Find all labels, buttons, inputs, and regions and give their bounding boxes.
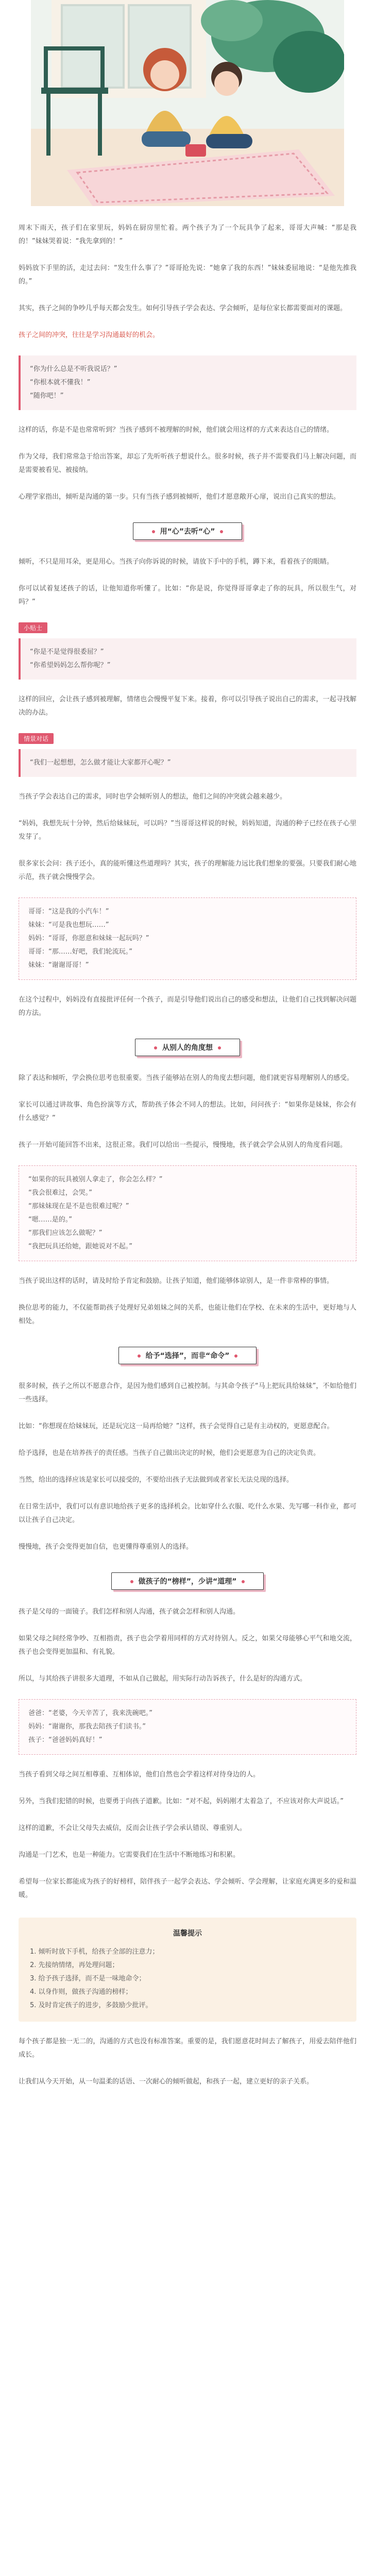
paragraph: 所以，与其给孩子讲很多大道理，不如从自己做起，用实际行动告诉孩子，什么是好的沟通方式。	[19, 1675, 307, 1683]
dot-icon	[220, 530, 223, 533]
paragraph: “妈妈，我想先玩十分钟，然后给妹妹玩，可以吗？”当哥哥这样说的时候，妈妈知道，沟通的种子已经在孩子心里发芽了。	[19, 820, 356, 841]
quote-line: “你为什么总是不听我说话？”	[30, 365, 117, 373]
paragraph: 如果父母之间经常争吵、互相指责，孩子也会学着用同样的方式对待别人。反之，如果父母能够心平气和地交流，孩子也会变得更加温和、有礼貌。	[19, 1635, 356, 1656]
paragraph: 给予选择，也是在培养孩子的责任感。当孩子自己做出决定的时候，他们会更愿意为自己的决定负责。	[19, 1449, 320, 1457]
intro-paragraph-3: 其实，孩子之间的争吵几乎每天都会发生。如何引导孩子学会表达、学会倾听，是每位家长都需要面对的课题。	[19, 304, 347, 312]
quote-line: “你根本就不懂我！”	[30, 379, 91, 386]
hero-illustration	[31, 0, 344, 206]
section-heading-3	[0, 1347, 375, 1364]
quote-block-1	[19, 355, 356, 410]
paragraph: 当孩子说出这样的话时，请及时给予肯定和鼓励。让孩子知道，他们能够体谅别人，是一件非常棒的事情。	[19, 1277, 334, 1285]
dialog-line: “嗯……是的。”	[28, 1216, 72, 1224]
dot-icon	[242, 1580, 245, 1583]
paragraph: 心理学家指出，倾听是沟通的第一步。只有当孩子感到被倾听，他们才愿意敞开心扉，说出自己真实的想法。	[19, 493, 340, 501]
paragraph: 让我们从今天开始，从一句温柔的话语、一次耐心的倾听做起，和孩子一起，建立更好的亲子关系。	[19, 2078, 314, 2086]
paragraph: 另外，当我们犯错的时候，也要勇于向孩子道歉。比如：“对不起，妈妈刚才太着急了，不应该对你大声说话。”	[19, 1798, 344, 1805]
tip-line: 3. 给予孩子选择，而不是一味地命令；	[30, 1975, 146, 1982]
dialog-block-2	[19, 1165, 356, 1261]
highlight-line: 孩子之间的冲突，往往是学习沟通最好的机会。	[19, 331, 160, 339]
dialog-line: “如果你的玩具被别人拿走了，你会怎么样？”	[28, 1176, 163, 1183]
paragraph: 很多时候，孩子之所以不愿意合作，是因为他们感到自己被控制。与其命令孩子“马上把玩具给妹妹”，不如给他们一些选择。	[19, 1382, 356, 1403]
tip-line: 4. 以身作则，做孩子沟通的榜样；	[30, 1988, 132, 1996]
dialog-block-1	[19, 897, 356, 980]
paragraph: 很多家长会问：孩子还小，真的能听懂这些道理吗？其实，孩子的理解能力远比我们想象的要强。只要我们耐心地示范，孩子就会慢慢学会。	[19, 860, 356, 881]
dot-icon	[234, 1354, 237, 1358]
paragraph: 在这个过程中，妈妈没有直接批评任何一个孩子，而是引导他们说出自己的感受和想法，让他们自己找到解决问题的方法。	[19, 996, 356, 1017]
tip-line: 5. 及时肯定孩子的进步，多鼓励少批评。	[30, 2002, 152, 2009]
section-heading-1	[0, 522, 375, 540]
quote-line: “我们一起想想，怎么做才能让大家都开心呢？”	[30, 759, 171, 767]
paragraph: 这样的道歉，不会让父母失去威信，反而会让孩子学会承认错误、尊重别人。	[19, 1824, 247, 1832]
dialog-line: 妈妈：“谢谢你，那我去陪孩子们读书。”	[28, 1723, 146, 1731]
section-title: 从别人的角度想	[162, 1044, 213, 1052]
dot-icon	[154, 1046, 157, 1049]
quote-line: “你希望妈妈怎么帮你呢？”	[30, 662, 111, 669]
tip-line: 1. 倾听时放下手机，给孩子全部的注意力；	[30, 1948, 159, 1956]
paragraph: 希望每一位家长都能成为孩子的好榜样，陪伴孩子一起学会表达、学会倾听、学会理解，让家庭充满更多的爱和温暖。	[19, 1878, 356, 1899]
paragraph: 换位思考的能力，不仅能帮助孩子处理好兄弟姐妹之间的关系，也能让他们在学校、在未来的生活中，更好地与人相处。	[19, 1304, 356, 1325]
dialog-line: 哥哥：“这是我的小汽车！”	[28, 908, 109, 916]
quote-line: “随你吧！”	[30, 392, 64, 400]
dialog-tag: 情景对话	[19, 733, 54, 744]
paragraph: 当然，给出的选择应该是家长可以接受的，不要给出孩子无法做到或者家长无法兑现的选择。	[19, 1476, 294, 1484]
section-heading-2	[0, 1039, 375, 1056]
intro-paragraph-2: 妈妈放下手里的活，走过去问：“发生什么事了？”哥哥抢先说：“她拿了我的东西！”妹妹委屈地说：“是他先推我的。”	[19, 264, 356, 285]
paragraph: 家长可以通过讲故事、角色扮演等方式，帮助孩子体会不同人的想法。比如，问问孩子：“如果你是妹妹，你会有什么感觉？”	[19, 1101, 356, 1122]
children-illustration	[31, 0, 344, 206]
paragraph: 沟通是一门艺术，也是一种能力。它需要我们在生活中不断地练习和积累。	[19, 1851, 240, 1859]
quote-block-2	[19, 638, 356, 680]
quote-line: “你是不是觉得很委屈？”	[30, 648, 104, 656]
paragraph: 作为父母，我们常常急于给出答案，却忘了先听听孩子想说什么。很多时候，孩子并不需要我们马上解决问题，而是需要被看见、被接纳。	[19, 453, 356, 474]
paragraph: 孩子一开始可能回答不出来，这很正常。我们可以给出一些提示，慢慢地，孩子就会学会从别人的角度看问题。	[19, 1141, 347, 1149]
paragraph: 倾听，不只是用耳朵，更是用心。当孩子向你诉说的时候，请放下手中的手机，蹲下来，看着孩子的眼睛。	[19, 558, 334, 566]
tips-title: 温馨提示	[173, 1929, 202, 1938]
paragraph: 这样的话，你是不是也常常听到？当孩子感到不被理解的时候，他们就会用这样的方式来表达自己的情绪。	[19, 426, 334, 434]
paragraph: 除了表达和倾听，学会换位思考也很重要。当孩子能够站在别人的角度去想问题，他们就更容易理解别人的感受。	[19, 1074, 354, 1082]
dialog-line: “那妹妹现在是不是也很难过呢？”	[28, 1202, 129, 1210]
paragraph: 当孩子学会表达自己的需求，同时也学会倾听别人的想法，他们之间的冲突就会越来越少。	[19, 793, 287, 801]
paragraph: 你可以试着复述孩子的话，让他知道你听懂了。比如：“你是说，你觉得哥哥拿走了你的玩具，所以很生气，对吗？”	[19, 585, 356, 606]
paragraph: 当孩子看到父母之间互相尊重、互相体谅，他们自然也会学着这样对待身边的人。	[19, 1771, 260, 1778]
paragraph: 比如：“你想现在给妹妹玩，还是玩完这一局再给她？”这样，孩子会觉得自己是有主动权的，更愿意配合。	[19, 1422, 334, 1430]
paragraph: 孩子是父母的一面镜子。我们怎样和别人沟通，孩子就会怎样和别人沟通。	[19, 1608, 240, 1616]
dialog-line: 孩子：“爸爸妈妈真好！”	[28, 1736, 103, 1744]
dialog-line: 妹妹：“可是我也想玩……”	[28, 921, 109, 929]
tip-line: 2. 先接纳情绪，再处理问题；	[30, 1961, 119, 1969]
dialog-line: “那我们应该怎么做呢？”	[28, 1229, 103, 1237]
dot-icon	[138, 1354, 141, 1358]
dialog-line: 爸爸：“老婆，今天辛苦了，我来洗碗吧。”	[28, 1709, 152, 1717]
paragraph: 慢慢地，孩子会变得更加自信，也更懂得尊重别人的选择。	[19, 1543, 193, 1551]
tip-tag: 小贴士	[19, 622, 47, 633]
paragraph: 在日常生活中，我们可以有意识地给孩子更多的选择机会。比如穿什么衣服、吃什么水果、先写哪一科作业，都可以让孩子自己决定。	[19, 1503, 356, 1524]
paragraph: 这样的回应，会让孩子感到被理解，情绪也会慢慢平复下来。接着，你可以引导孩子说出自己的需求，一起寻找解决的办法。	[19, 696, 356, 717]
section-title: 给予“选择”，而非“命令”	[145, 1352, 230, 1360]
dot-icon	[152, 530, 155, 533]
article-content	[0, 206, 375, 2102]
section-heading-4	[0, 1572, 375, 1590]
dot-icon	[218, 1046, 221, 1049]
dialog-block-3	[19, 1699, 356, 1755]
paragraph: 每个孩子都是独一无二的，沟通的方式也没有标准答案。重要的是，我们愿意花时间去了解孩子，用爱去陪伴他们成长。	[19, 2038, 356, 2059]
dialog-line: 妹妹：“谢谢哥哥！”	[28, 961, 89, 969]
dialog-line: “我会很难过，会哭。”	[28, 1189, 92, 1197]
intro-paragraph-1: 周末下雨天，孩子们在家里玩，妈妈在厨房里忙着。两个孩子为了一个玩具争了起来，哥哥大声喊：“那是我的！”妹妹哭着说：“我先拿到的！”	[19, 224, 356, 245]
dialog-line: 妈妈：“哥哥，你愿意和妹妹一起玩吗？”	[28, 935, 149, 942]
dialog-line: “我把玩具还给她，跟她说对不起。”	[28, 1243, 132, 1250]
section-title: 做孩子的“榜样”，少讲“道理”	[138, 1578, 237, 1586]
section-title: 用“心”去听“心”	[160, 528, 215, 536]
tips-box	[19, 1918, 356, 2022]
dialog-line: 哥哥：“那……好吧，我们轮流玩。”	[28, 948, 132, 956]
dot-icon	[130, 1580, 133, 1583]
quote-block-3	[19, 749, 356, 777]
